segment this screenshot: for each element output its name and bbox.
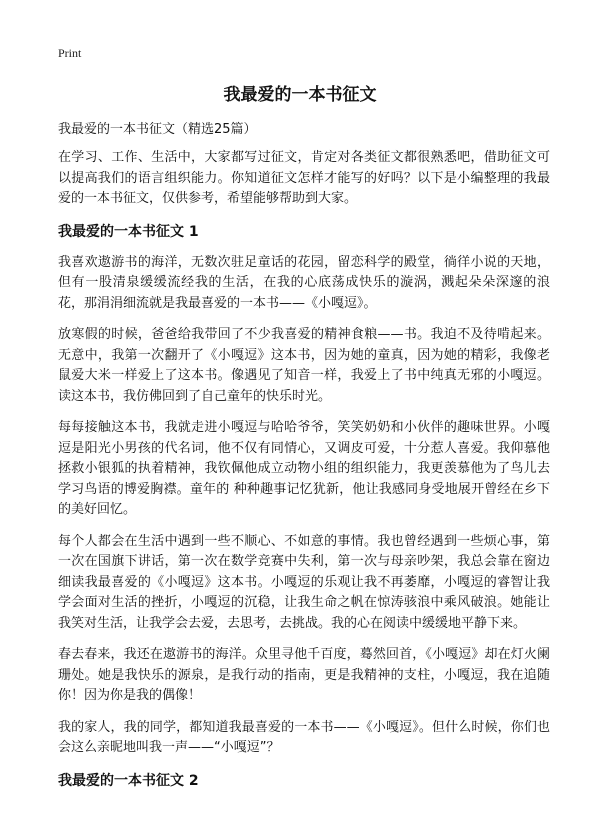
section-1-paragraph-6: 我的家人，我的同学，都知道我最喜爱的一本书——《小嘎逗》。但什么时候，你们也会这么亲昵地叫我一声——“小嘎逗”？ (58, 719, 550, 755)
print-link[interactable]: Print (58, 46, 82, 60)
section-1-paragraph-2: 放寒假的时候，爸爸给我带回了不少我喜爱的精神食粮——书。我迫不及待啃起来。无意中，我第一次翻开了《小嘎逗》这本书，因为她的童真，因为她的精彩，我像老鼠爱大米一样爱上了这本书。像遇见了知音一样，我爱上了书中纯真无邪的小嘎逗。读这本书，我仿佛回到了自己童年的快乐时光。 (58, 327, 550, 404)
page-title: 我最爱的一本书征文 (223, 85, 377, 105)
section-1-paragraph-3: 每每接触这本书，我就走进小嘎逗与哈哈爷爷，笑笑奶奶和小伙伴的趣味世界。小嘎逗是阳光小男孩的代名词，他不仅有同情心，又调皮可爱，十分惹人喜爱。我仰慕他拯救小银狐的执着精神，我钦佩他成立动物小组的组织能力，我更羡慕他为了鸟儿去学习鸟语的博爱胸襟。童年的 种种趣事记忆犹新，他让我感同身受地展开曾经在乡下的美好回忆。 (58, 420, 550, 517)
article-body (58, 120, 550, 802)
section-heading-2: 我最爱的一本书征文 2 (58, 772, 199, 789)
section-heading-1: 我最爱的一本书征文 1 (58, 223, 199, 240)
intro-paragraph: 在学习、工作、生活中，大家都写过征文，肯定对各类征文都很熟悉吧，借助征文可以提高我们的语言组织能力。你知道征文怎样才能写的好吗？以下是小编整理的我最爱的一本书征文，仅供参考，希望能够帮助到大家。 (58, 150, 550, 206)
section-1-paragraph-1: 我喜欢遨游书的海洋，无数次驻足童话的花园，留恋科学的殿堂，徜徉小说的天地，但有一股清泉缓缓流经我的生活，在我的心底荡成快乐的漩涡，溅起朵朵深邃的浪花，那涓涓细流就是我最喜爱的一本书——《小嘎逗》。 (58, 254, 550, 311)
article-subtitle: 我最爱的一本书征文（精选25篇） (58, 122, 257, 137)
section-1-paragraph-4: 每个人都会在生活中遇到一些不顺心、不如意的事情。我也曾经遇到一些烦心事，第一次在国旗下讲话，第一次在数学竞赛中失利，第一次与母亲吵架，我总会靠在窗边细读我最喜爱的《小嘎逗》这本书。小嘎逗的乐观让我不再萎靡，小嘎逗的睿智让我学会面对生活的挫折，小嘎逗的沉稳，让我生命之帆在惊涛骇浪中乘风破浪。她能让我笑对生活，让我学会去爱，去思考，去挑战。我的心在阅读中缓缓地平静下来。 (58, 533, 550, 631)
section-1-paragraph-5: 春去春来，我还在遨游书的海洋。众里寻他千百度，蓦然回首，《小嘎逗》却在灯火阑珊处。她是我快乐的源泉，是我行动的指南，更是我精神的支柱，小嘎逗，我在追随你！因为你是我的偶像！ (58, 647, 550, 703)
